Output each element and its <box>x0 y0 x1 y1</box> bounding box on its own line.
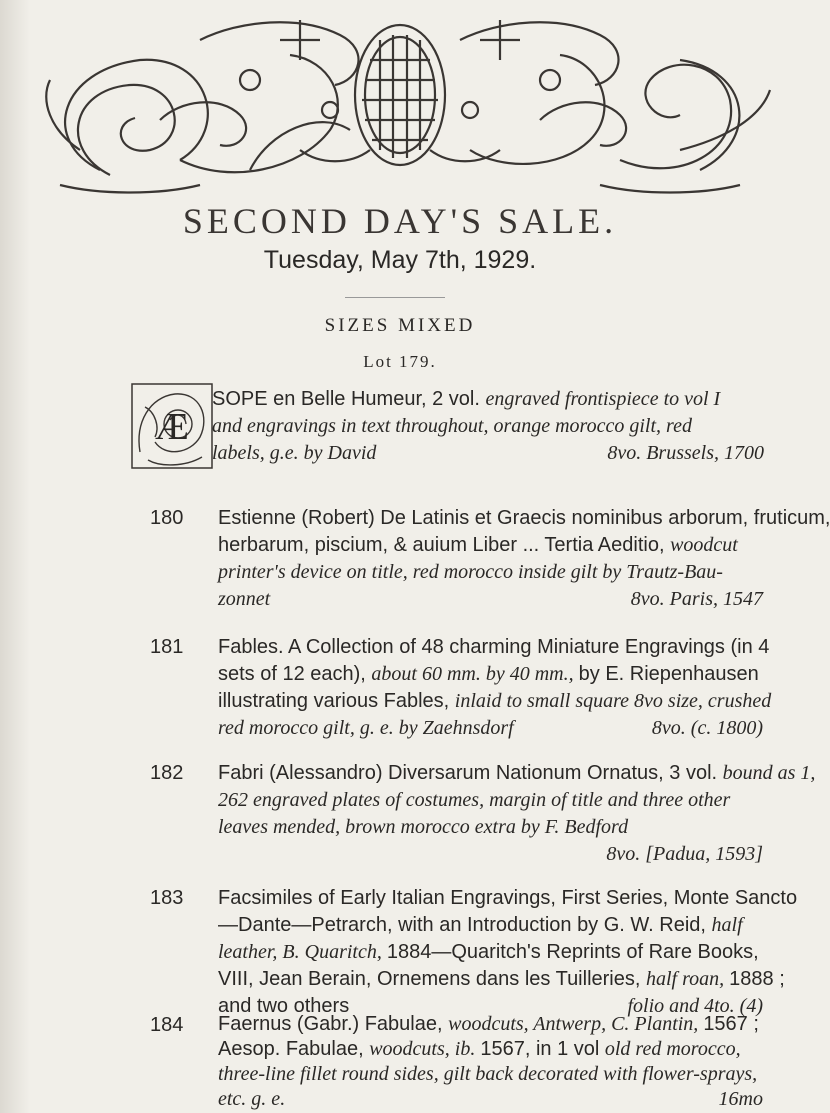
entry-text: SOPE en Belle Humeur, 2 vol. <box>212 388 486 410</box>
entry-format: folio and 4to. (4) <box>627 995 763 1017</box>
entry-text: illustrating various Fables, <box>218 690 455 712</box>
lot-heading: Lot 179. <box>363 352 437 371</box>
entry-line <box>218 885 798 912</box>
lot-number: 180 <box>150 507 184 529</box>
entry-line <box>218 586 763 613</box>
entry-text: Facsimiles of Early Italian Engravings, First Series, Monte Sancto <box>218 887 798 909</box>
entry-text: —Dante—Petrarch, with an Introduction by G. W. Reid, <box>218 914 712 936</box>
lot-number: 182 <box>150 762 184 784</box>
entry-text: Fables. A Collection of 48 charming Miniature Engravings (in 4 <box>218 636 770 658</box>
entry-line <box>218 966 785 993</box>
entry-text: 1567, in 1 vol <box>480 1038 605 1060</box>
entry-line <box>218 1012 763 1037</box>
section-title: SIZES MIXED <box>324 315 476 336</box>
entry-line <box>212 386 764 413</box>
entry-italic: leaves mended, brown morocco extra by F. Bedford <box>218 816 629 838</box>
lot-number: 183 <box>150 887 184 909</box>
entry-line <box>212 440 764 467</box>
entry-italic: half roan, <box>645 968 730 990</box>
ornamental-header-band <box>0 0 800 200</box>
entry-text: sets of 12 each), <box>218 663 372 685</box>
entry-line <box>218 1062 763 1087</box>
entry-text: Aesop. Fabulae, <box>218 1038 370 1060</box>
entry-italic: leather, B. Quaritch, <box>218 941 387 963</box>
entry-line <box>218 912 763 939</box>
entry-text: 1888 ; <box>729 968 785 990</box>
lot-number: 181 <box>150 636 184 658</box>
decorative-initial-icon <box>130 382 214 470</box>
entry-italic: 262 engraved plates of costumes, margin of title and three other <box>218 789 731 811</box>
entry-text: herbarum, piscium, & auium Liber ... Tertia Aeditio, <box>218 534 671 556</box>
entry-text: Fabri (Alessandro) Diversarum Nationum Ornatus, 3 vol. <box>218 762 723 784</box>
entry-line <box>218 634 770 661</box>
entry-text: Estienne (Robert) De Latinis et Graecis nominibus arborum, fruticum, <box>218 507 830 529</box>
entry-italic: etc. g. e. <box>218 1088 286 1110</box>
entry-italic: engraved frontispiece to vol I <box>485 388 721 410</box>
entry-line <box>218 814 763 841</box>
entry-format: 8vo. Paris, 1547 <box>630 588 763 610</box>
entry-format: 8vo. (c. 1800) <box>651 717 763 739</box>
entry-text: 1884—Quaritch's Reprints of Rare Books, <box>386 941 759 963</box>
entry-line <box>212 413 764 440</box>
entry-italic: bound as 1, <box>722 762 816 784</box>
entry-italic: woodcuts, Antwerp, C. Plantin, <box>448 1013 704 1035</box>
entry-line <box>218 841 763 868</box>
entry-line <box>218 787 763 814</box>
entry-line <box>218 1087 763 1112</box>
initial-letter: Æ <box>155 406 189 448</box>
entry-italic: inlaid to small square 8vo size, crushed <box>454 690 772 712</box>
entry-italic: red morocco gilt, g. e. by Zaehnsdorf <box>218 717 514 739</box>
entry-italic: about 60 mm. by 40 mm., <box>371 663 579 685</box>
entry-italic: half <box>711 914 743 936</box>
entry-text: VIII, Jean Berain, Ornemens dans les Tuilleries, <box>218 968 646 990</box>
entry-line <box>218 661 763 688</box>
entry-italic: labels, g.e. by David <box>212 442 377 464</box>
entry-text: Faernus (Gabr.) Fabulae, <box>218 1013 449 1035</box>
entry-italic: three-line fillet round sides, gilt back decorated with flower-sprays, <box>218 1063 758 1085</box>
entry-italic: old red morocco, <box>604 1038 741 1060</box>
entry-format: 8vo. [Padua, 1593] <box>606 843 763 865</box>
entry-line <box>218 760 816 787</box>
sale-title: SECOND DAY'S SALE. <box>182 201 618 241</box>
entry-line <box>218 532 763 559</box>
entry-italic: woodcut <box>670 534 738 556</box>
entry-line <box>218 715 763 742</box>
entry-line <box>218 688 772 715</box>
entry-text: 1567 ; <box>703 1013 759 1035</box>
entry-format: 8vo. Brussels, 1700 <box>607 442 764 464</box>
entry-text: by E. Riepenhausen <box>578 663 759 685</box>
entry-line <box>218 559 763 586</box>
sale-date: Tuesday, May 7th, 1929. <box>263 246 537 274</box>
entry-italic: woodcuts, ib. <box>369 1038 481 1060</box>
entry-italic: and engravings in text throughout, orange morocco gilt, red <box>212 415 692 437</box>
entry-italic: zonnet <box>218 588 271 610</box>
entry-line <box>218 505 830 532</box>
entry-format: 16mo <box>718 1088 763 1110</box>
entry-line <box>218 1037 763 1062</box>
entry-italic: printer's device on title, red morocco inside gilt by Trautz-Bau- <box>218 561 723 583</box>
heading-rule <box>345 297 445 298</box>
sale-heading <box>0 200 800 275</box>
entry-line <box>218 939 763 966</box>
lot-number: 184 <box>150 1014 184 1036</box>
entry-text: and two others <box>218 995 350 1017</box>
